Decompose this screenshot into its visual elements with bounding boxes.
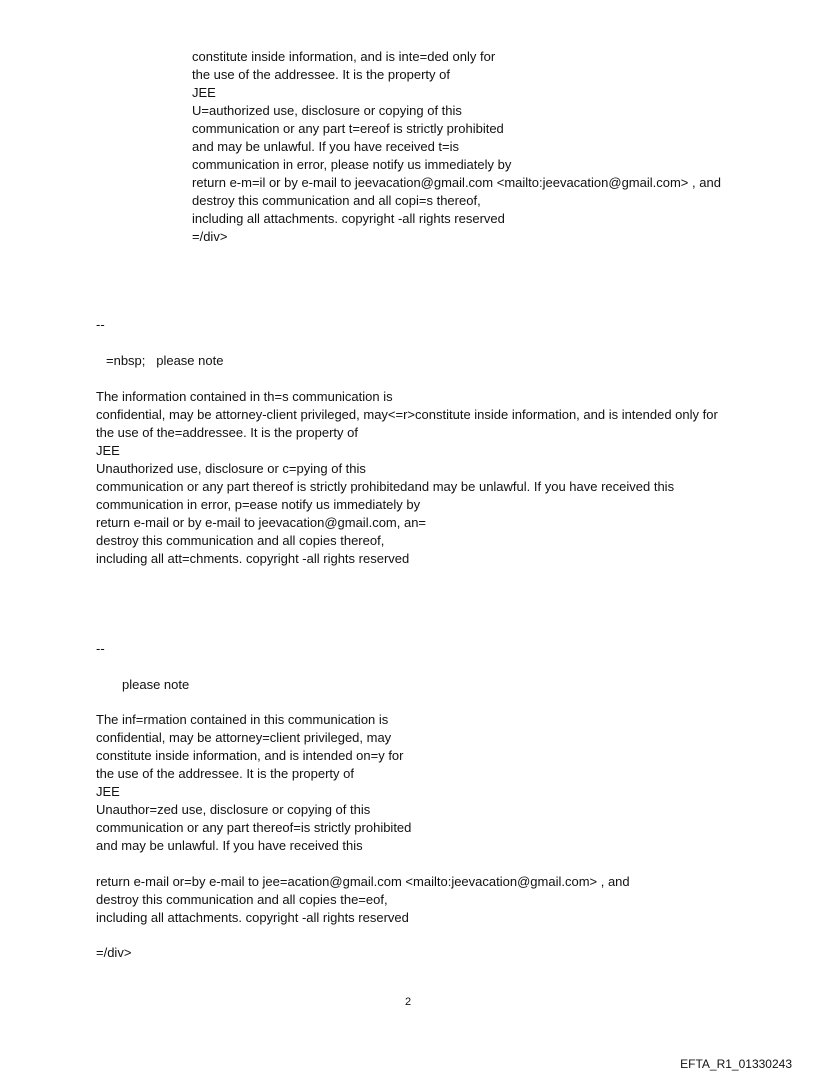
email-disclaimer-block-3 bbox=[96, 711, 411, 855]
text-line: including all attachments. copyright -all rights reserved bbox=[192, 211, 505, 226]
text-line: return e-mail or by e-mail to jeevacation@gmail.com, an= bbox=[96, 515, 427, 530]
text-line: the use of the=addressee. It is the property of bbox=[96, 425, 358, 440]
signature-separator: -- bbox=[96, 641, 105, 656]
text-line: return e-m=il or by e-mail to jeevacation@gmail.com <mailto:jeevacation@gmail.com> , and bbox=[192, 175, 721, 190]
text-line: return e-mail or=by e-mail to jee=acation@gmail.com <mailto:jeevacation@gmail.com> , and bbox=[96, 874, 630, 889]
text-line: The information contained in th=s communication is bbox=[96, 389, 393, 404]
email-disclaimer-block-1 bbox=[192, 48, 721, 246]
text-line: communication or any part t=ereof is strictly prohibited bbox=[192, 121, 504, 136]
text-line: communication or any part thereof is strictly prohibitedand may be unlawful. If you have received this bbox=[96, 479, 675, 494]
email-disclaimer-block-2 bbox=[96, 388, 718, 568]
text-line: destroy this communication and all copies the=eof, bbox=[96, 892, 388, 907]
text-line: communication in error, please notify us immediately by bbox=[192, 157, 512, 172]
text-line: JEE bbox=[96, 784, 120, 799]
text-line: JEE bbox=[192, 85, 216, 100]
text-line: =/div> bbox=[192, 229, 228, 244]
email-disclaimer-block-3-continued bbox=[96, 873, 630, 927]
text-line: constitute inside information, and is inte=ded only for bbox=[192, 49, 496, 64]
text-line: JEE bbox=[96, 443, 120, 458]
text-line: destroy this communication and all copies thereof, bbox=[96, 533, 385, 548]
please-note-heading: =nbsp; please note bbox=[106, 353, 224, 368]
text-line: the use of the addressee. It is the property of bbox=[192, 67, 450, 82]
signature-separator: -- bbox=[96, 317, 105, 332]
please-note-heading: please note bbox=[122, 677, 190, 692]
text-line: including all attachments. copyright -all rights reserved bbox=[96, 910, 409, 925]
text-line: confidential, may be attorney-client privileged, may<=r>constitute inside information, and is intended only for bbox=[96, 407, 718, 422]
text-line: Unauthor=zed use, disclosure or copying of this bbox=[96, 802, 371, 817]
document-id: EFTA_R1_01330243 bbox=[680, 1057, 792, 1071]
text-line: and may be unlawful. If you have received t=is bbox=[192, 139, 460, 154]
text-line: confidential, may be attorney=client privileged, may bbox=[96, 730, 392, 745]
text-line: constitute inside information, and is intended on=y for bbox=[96, 748, 404, 763]
text-line: communication in error, p=ease notify us immediately by bbox=[96, 497, 421, 512]
text-line: The inf=rmation contained in this communication is bbox=[96, 712, 389, 727]
closing-div-tag: =/div> bbox=[96, 945, 132, 960]
page-number: 2 bbox=[404, 996, 412, 1008]
text-line: destroy this communication and all copi=s thereof, bbox=[192, 193, 481, 208]
text-line: including all att=chments. copyright -all rights reserved bbox=[96, 551, 410, 566]
text-line: and may be unlawful. If you have received this bbox=[96, 838, 363, 853]
text-line: U=authorized use, disclosure or copying of this bbox=[192, 103, 462, 118]
text-line: communication or any part thereof=is strictly prohibited bbox=[96, 820, 412, 835]
text-line: Unauthorized use, disclosure or c=pying of this bbox=[96, 461, 366, 476]
text-line: the use of the addressee. It is the property of bbox=[96, 766, 354, 781]
